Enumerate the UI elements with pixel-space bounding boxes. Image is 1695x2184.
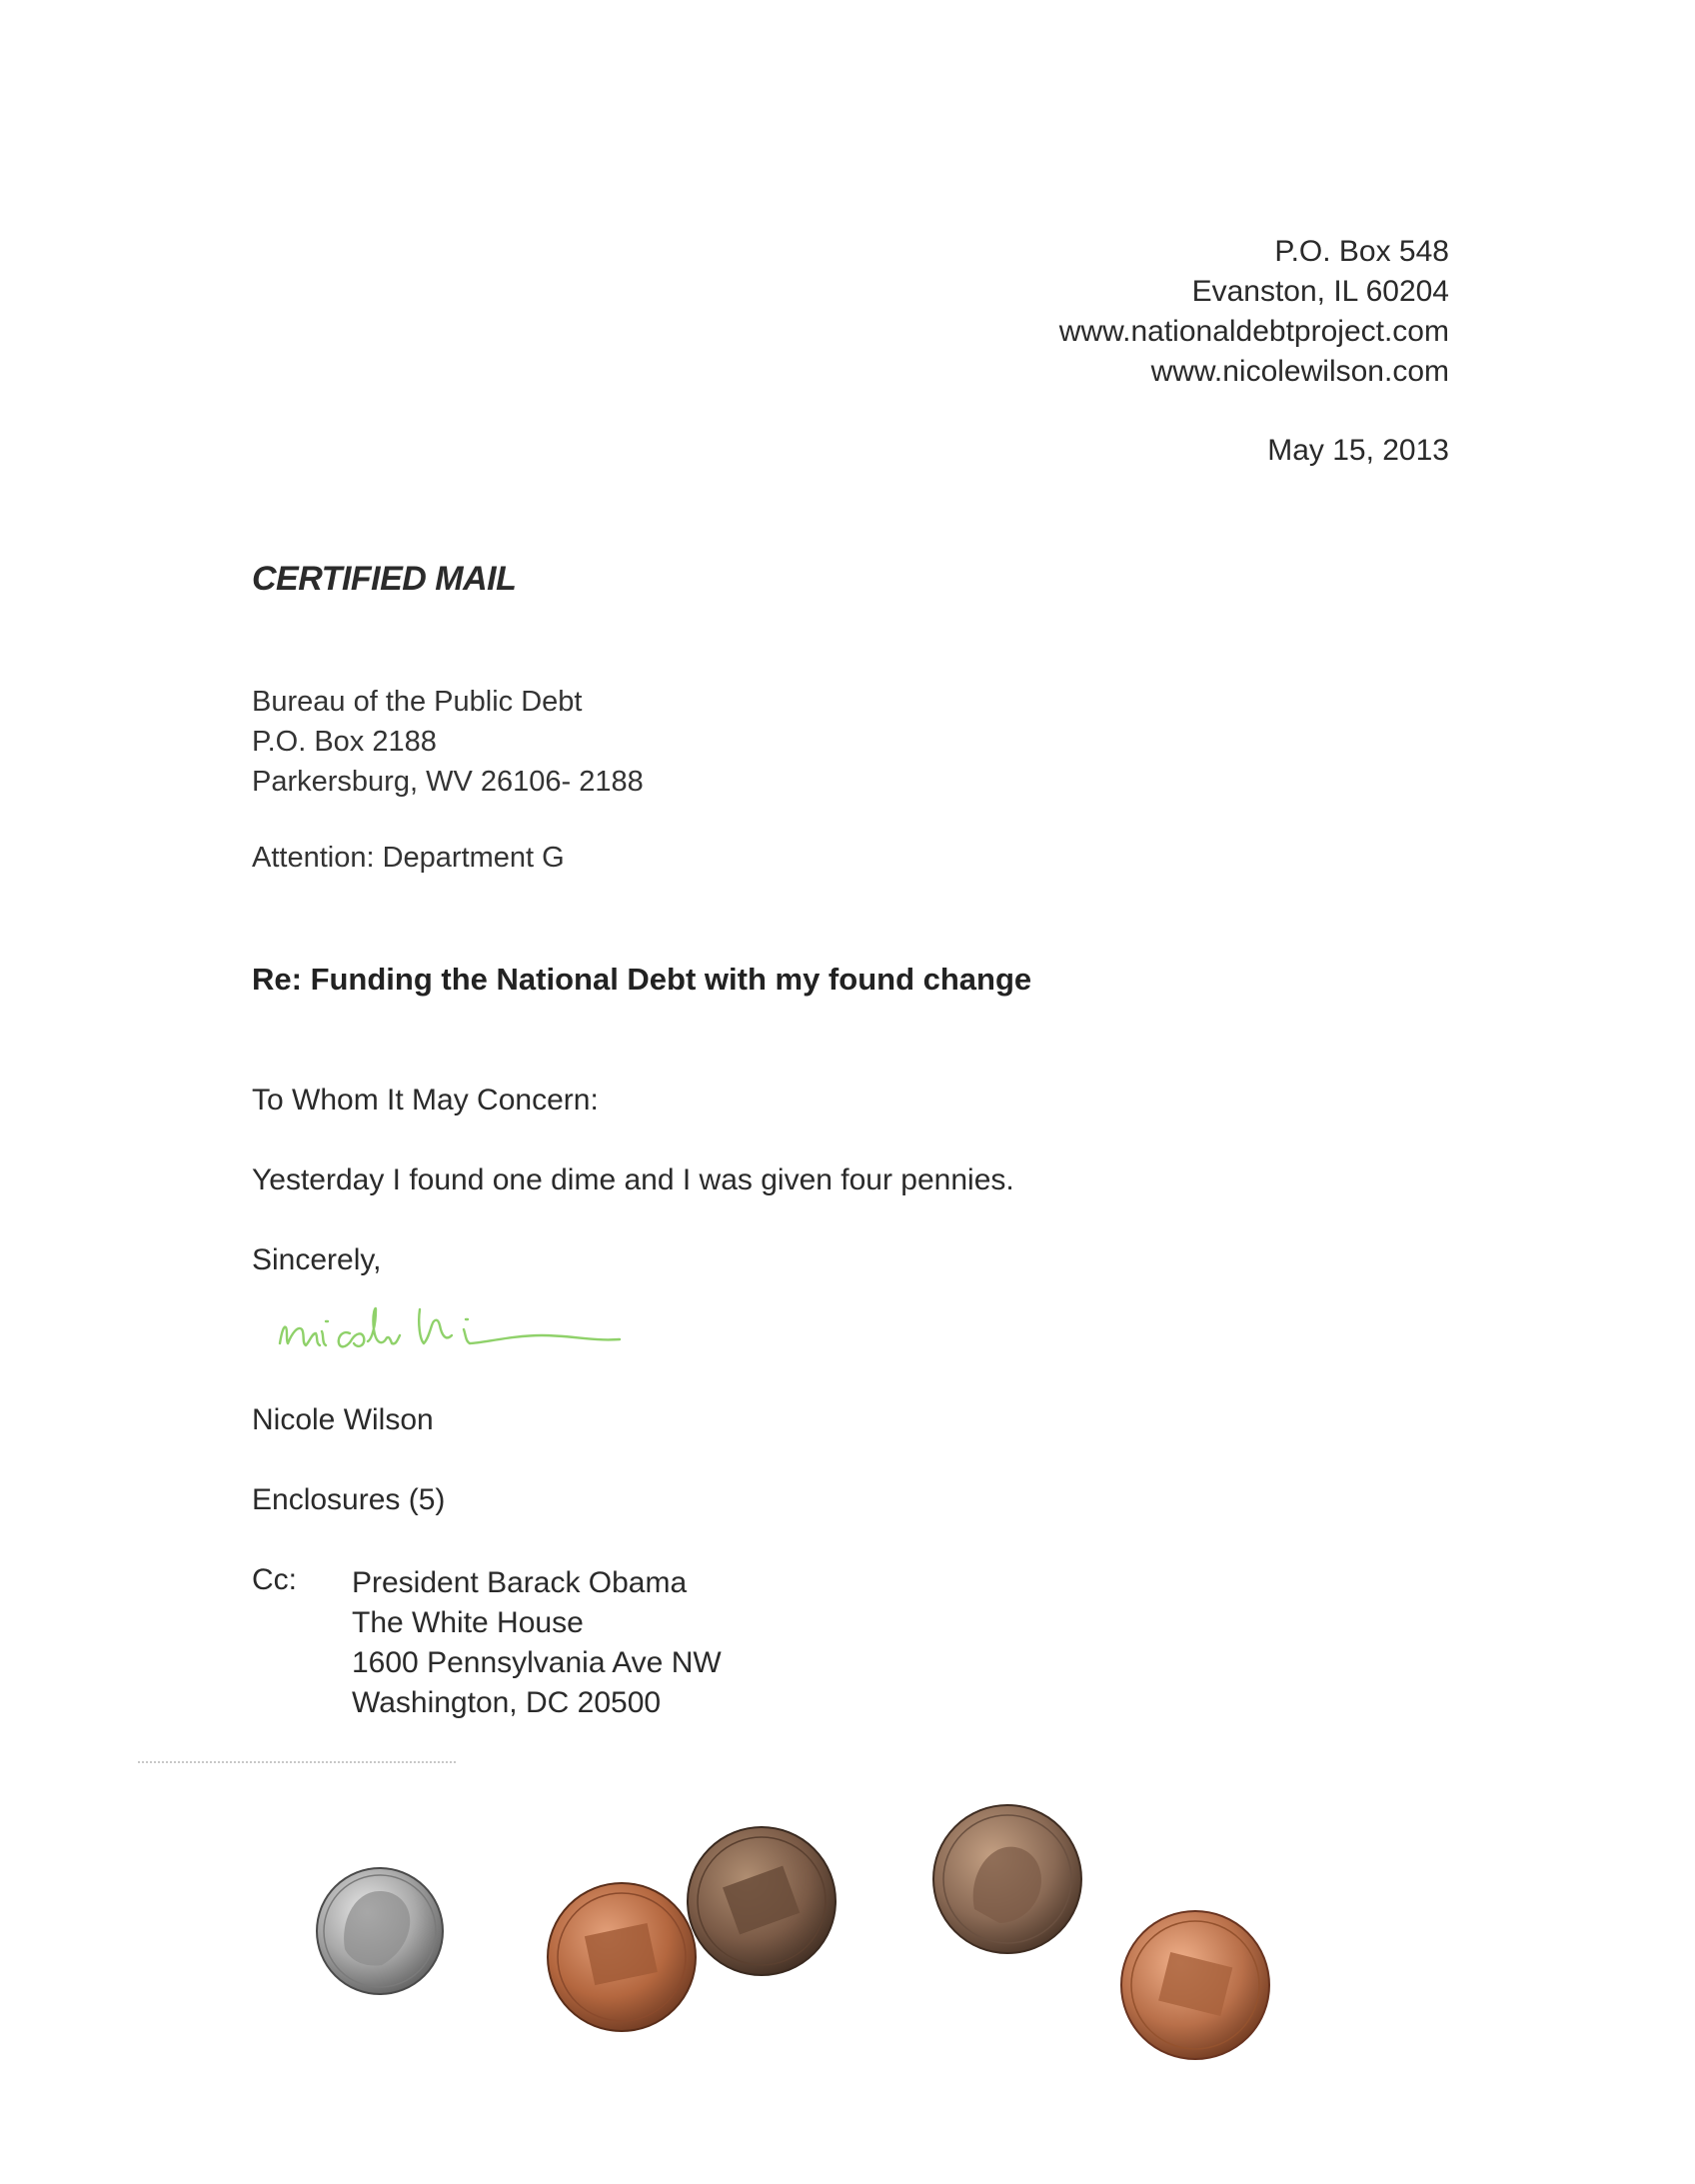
salutation: To Whom It May Concern:	[252, 1084, 599, 1116]
sender-website-2: www.nicolewilson.com	[1150, 355, 1449, 388]
recipient-name: Bureau of the Public Debt	[252, 686, 583, 718]
recipient-po-box: P.O. Box 2188	[252, 726, 437, 758]
dime-coin	[317, 1868, 443, 1994]
sender-website-1: www.nationaldebtproject.com	[1058, 315, 1449, 348]
cc-line: 1600 Pennsylvania Ave NW	[352, 1646, 722, 1679]
cc-label: Cc:	[252, 1563, 297, 1596]
penny-coin	[688, 1827, 836, 1975]
letter-body: Yesterday I found one dime and I was given four pennies.	[252, 1163, 1014, 1196]
enclosures-line: Enclosures (5)	[252, 1483, 446, 1516]
attention-line: Attention: Department G	[252, 842, 565, 874]
signer-name: Nicole Wilson	[252, 1403, 434, 1436]
letter-date: May 15, 2013	[1267, 434, 1449, 467]
cc-line: Washington, DC 20500	[352, 1686, 662, 1719]
sender-city-line: Evanston, IL 60204	[1191, 275, 1449, 308]
cc-address	[352, 1563, 722, 1723]
sender-address	[1059, 232, 1449, 392]
penny-coin	[1121, 1911, 1269, 2059]
mail-type-heading: CERTIFIED MAIL	[252, 560, 517, 598]
penny-coin	[933, 1805, 1081, 1953]
sender-po-box: P.O. Box 548	[1274, 235, 1449, 268]
closing: Sincerely,	[252, 1243, 382, 1276]
cc-line: President Barack Obama	[352, 1566, 688, 1599]
penny-coin	[548, 1883, 696, 2031]
recipient-address	[252, 682, 644, 802]
recipient-city-line: Parkersburg, WV 26106- 2188	[252, 766, 644, 798]
handwritten-signature	[272, 1269, 632, 1369]
subject-line: Re: Funding the National Debt with my found change	[252, 962, 1032, 997]
scan-artifact-line	[138, 1761, 456, 1763]
cc-line: The White House	[352, 1606, 584, 1639]
